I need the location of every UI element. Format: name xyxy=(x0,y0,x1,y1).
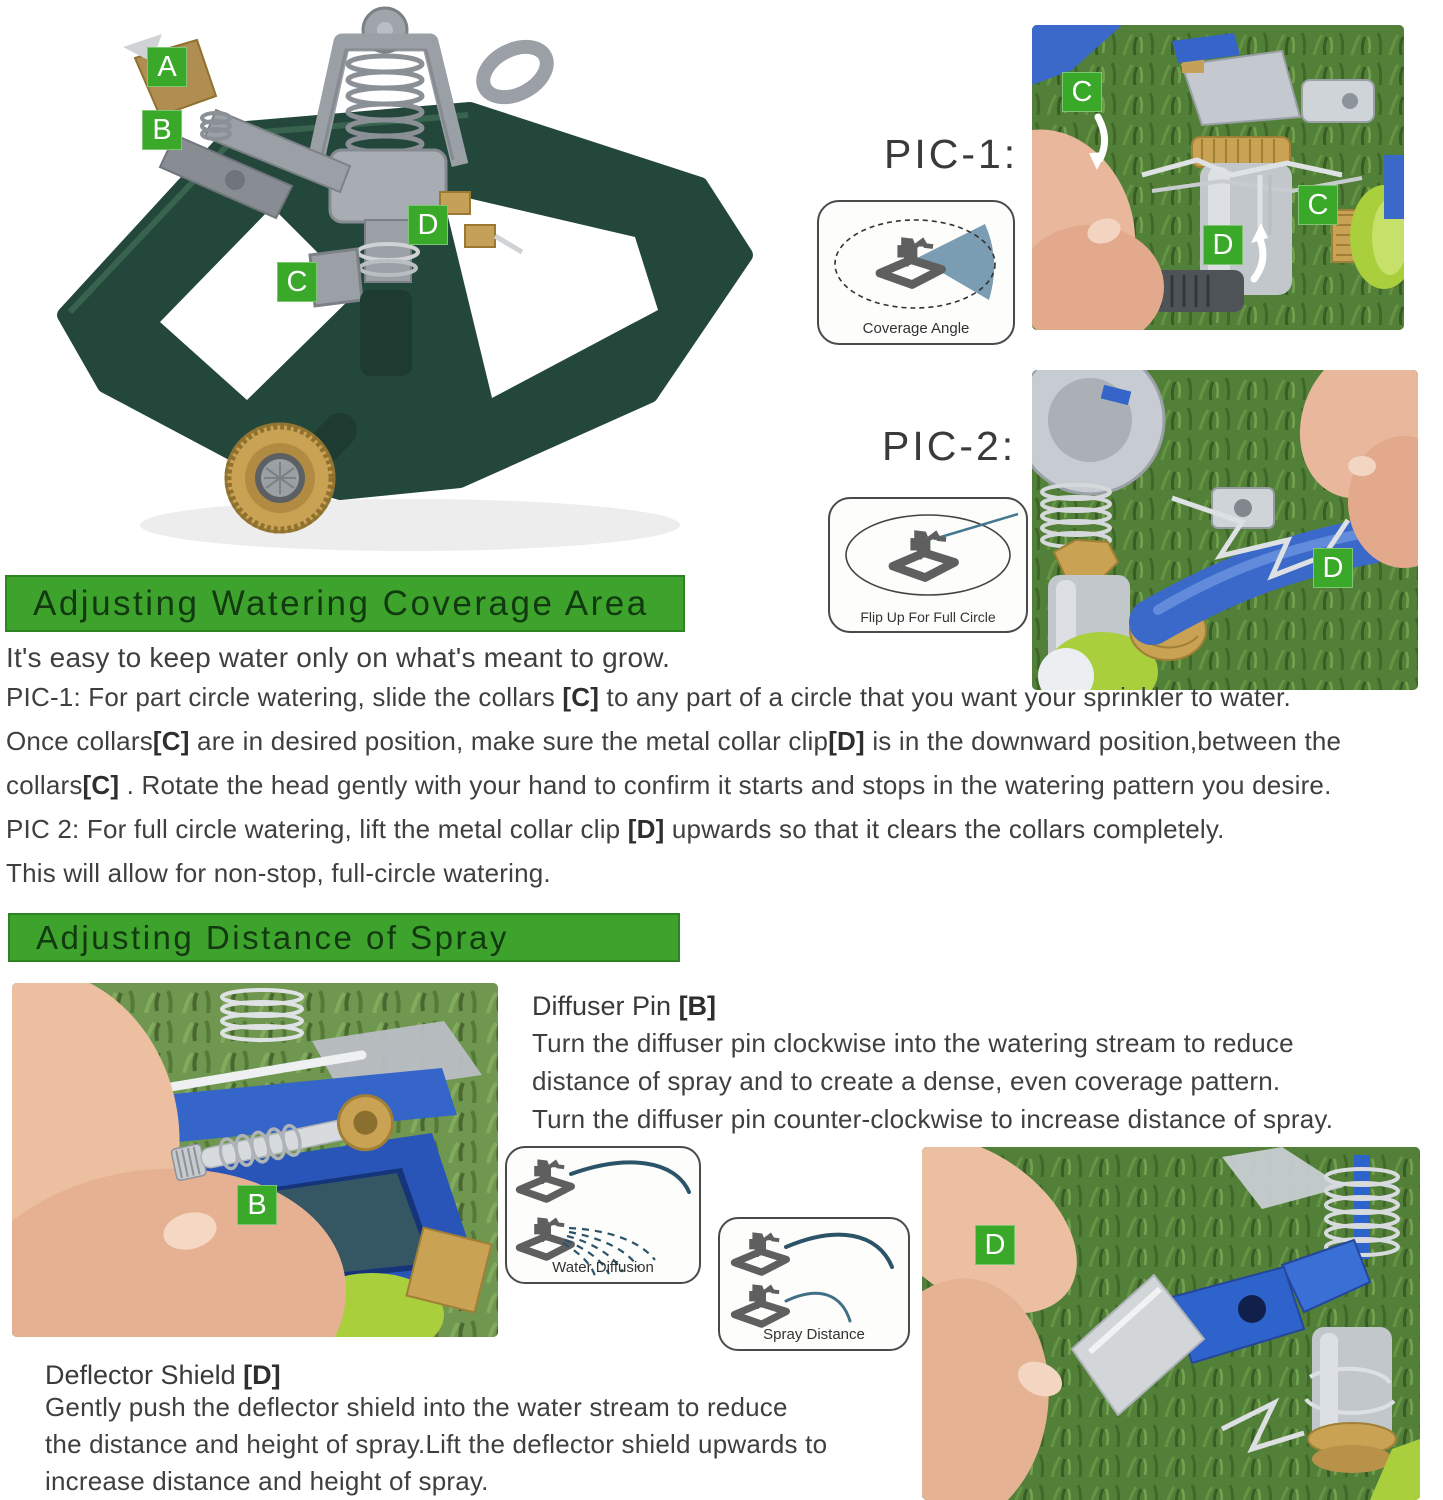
spray-curve xyxy=(571,1162,689,1192)
deflector-line-2: the distance and height of spray.Lift the deflector shield upwards to xyxy=(45,1429,828,1459)
water-diffusion-caption: Water Diffusion xyxy=(552,1259,654,1276)
pic2-illustration xyxy=(1032,370,1418,690)
diffuser-heading: Diffuser Pin [B] xyxy=(532,991,717,1021)
deflector-shield-photo xyxy=(922,1147,1420,1500)
section2-banner xyxy=(8,913,680,962)
section1-line-4: PIC 2: For full circle watering, lift the metal collar clip [D] upwards so that it clears the collars completely. xyxy=(6,814,1225,844)
coverage-angle-caption: Coverage Angle xyxy=(862,320,970,337)
diffuser-pin-illustration xyxy=(12,983,498,1337)
diffuser-pin-photo xyxy=(12,983,498,1337)
label-c-top: C xyxy=(1062,72,1102,112)
pic1-photo xyxy=(1032,25,1404,330)
main-spring xyxy=(348,56,422,152)
section1-line-1: PIC-1: For part circle watering, slide the collars [C] to any part of a circle that you want your sprinkler to water. xyxy=(6,682,1291,712)
pic1-title: PIC-1: xyxy=(884,131,1019,177)
section2-banner-text: Adjusting Distance of Spray xyxy=(36,918,509,956)
section1-line-3: collars[C] . Rotate the head gently with your hand to confirm it starts and stops in the watering pattern you desire. xyxy=(6,770,1332,800)
pic2-title: PIC-2: xyxy=(882,423,1017,469)
main-product-photo xyxy=(10,0,765,565)
pic1-illustration xyxy=(1032,25,1404,330)
label-c-right: C xyxy=(1298,185,1338,225)
label-d: D xyxy=(975,1225,1015,1265)
brass-hose-connector xyxy=(226,424,334,532)
coverage-angle-diagram xyxy=(817,200,1015,345)
spray-distance-diagram xyxy=(718,1217,910,1351)
diffuser-line-3: Turn the diffuser pin counter-clockwise to increase distance of spray. xyxy=(532,1104,1334,1134)
label-d: D xyxy=(1203,225,1243,265)
section1-line-5: This will allow for non-stop, full-circle watering. xyxy=(6,858,551,888)
label-d: D xyxy=(1313,548,1353,588)
label-b: B xyxy=(237,1185,277,1225)
sprinkler-icon xyxy=(519,1162,571,1200)
sprinkler-icon xyxy=(734,1287,786,1325)
section1-banner-text: Adjusting Watering Coverage Area xyxy=(33,583,649,623)
pic2-photo xyxy=(1032,370,1418,690)
short-spray-curve xyxy=(786,1293,850,1321)
deflector-line-1: Gently push the deflector shield into the water stream to reduce xyxy=(45,1392,788,1422)
deflector-heading: Deflector Shield [D] xyxy=(45,1360,281,1390)
label-a: A xyxy=(147,47,187,87)
flip-up-caption: Flip Up For Full Circle xyxy=(860,609,996,625)
deflector-line-3: increase distance and height of spray. xyxy=(45,1466,489,1496)
spray-distance-caption: Spray Distance xyxy=(763,1326,865,1343)
sprinkler-icon xyxy=(734,1235,786,1273)
diffuser-line-2: distance of spray and to create a dense, even coverage pattern. xyxy=(532,1066,1281,1096)
label-b: B xyxy=(142,110,182,150)
sprinkler-icon xyxy=(519,1220,571,1258)
long-spray-curve xyxy=(786,1235,892,1267)
diffuser-line-1: Turn the diffuser pin clockwise into the watering stream to reduce xyxy=(532,1028,1294,1058)
flip-up-diagram xyxy=(828,497,1028,633)
sprinkler-icon xyxy=(880,240,942,285)
label-c: C xyxy=(277,262,317,302)
section1-intro: It's easy to keep water only on what's meant to grow. xyxy=(6,642,671,673)
label-d: D xyxy=(408,205,448,245)
main-product-illustration xyxy=(10,0,765,565)
section1-line-2: Once collars[C] are in desired position, make sure the metal collar clip[D] is in the downward position,between the xyxy=(6,726,1342,756)
sprinkler-icon xyxy=(893,533,955,578)
water-diffusion-diagram xyxy=(505,1146,701,1284)
section1-banner xyxy=(5,575,685,632)
deflector-shield-illustration xyxy=(922,1147,1420,1500)
